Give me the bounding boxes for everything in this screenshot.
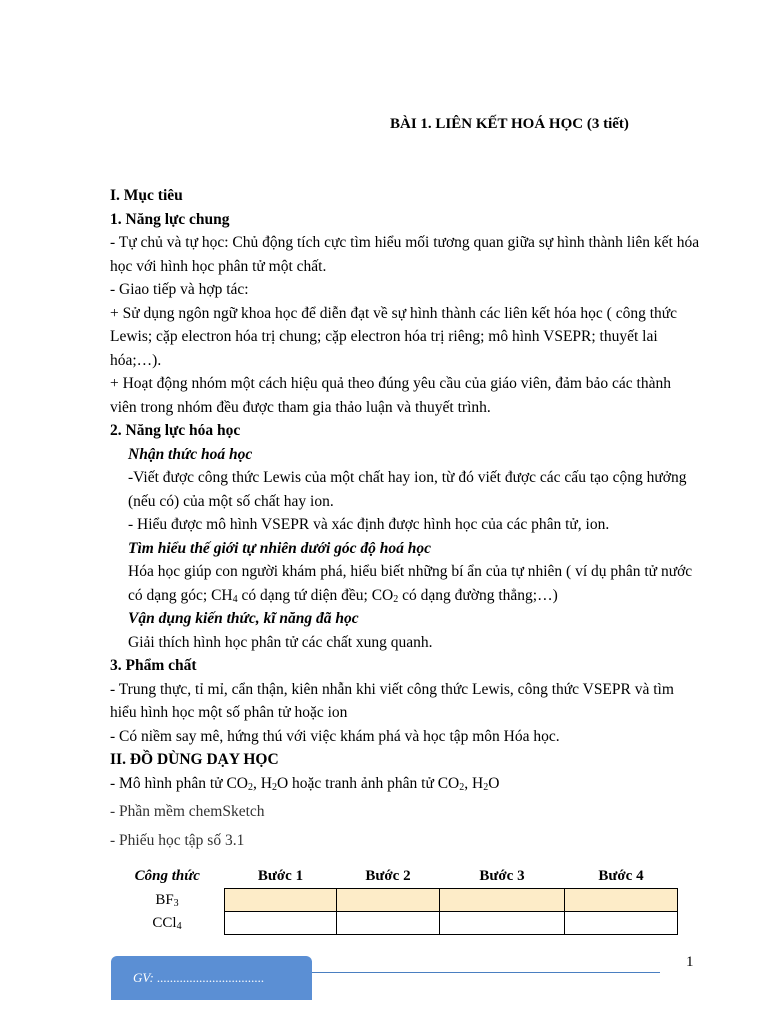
paragraph: - Có niềm say mê, hứng thú với việc khám phá và học tập môn Hóa học.: [110, 727, 560, 745]
worksheet-table: [110, 864, 678, 935]
table-row-label: $BF_3$: [155, 891, 179, 909]
paragraph: Giải thích hình học phân tử các chất xung quanh.: [128, 633, 433, 651]
teacher-footer-box: [111, 956, 312, 1000]
paragraph-with-formulas: Hóa học giúp con người khám phá, hiểu biết những bí ẩn của tự nhiên ( ví dụ phân tử nước có dạng góc; $CH_4$ có dạng tứ diện đều; $CO_2$ có dạng đường thẳng;…): [128, 563, 693, 605]
paragraph: + Sử dụng ngôn ngữ khoa học để diễn đạt về sự hình thành các liên kết hóa học ( công thức Lewis; cặp electron hóa trị chung; cặp electron hóa trị riêng; mô hình VSEPR; thuyết lai hóa;…).: [110, 304, 678, 369]
heading-nang-luc-hoa-hoc: 2. Năng lực hóa học: [110, 422, 241, 439]
table-cell[interactable]: [565, 889, 678, 912]
table-header: Bước 3: [479, 867, 525, 884]
paragraph: - Phần mềm chemSketch: [110, 803, 265, 820]
paragraph: - Trung thực, tỉ mỉ, cẩn thận, kiên nhẫn khi viết công thức Lewis, công thức VSEPR và tìm hiểu hình học một số phân tử hoặc ion: [110, 680, 674, 721]
table-row-label: CCl$_4$: [152, 914, 182, 932]
heading-muc-tieu: I. Mục tiêu: [110, 187, 183, 204]
paragraph: - Phiếu học tập số 3.1: [110, 831, 245, 849]
table-cell[interactable]: [225, 889, 337, 912]
table-cell[interactable]: [565, 912, 678, 935]
table-header: Bước 2: [365, 867, 411, 884]
subheading-van-dung: Vận dụng kiến thức, kĩ năng đã học: [128, 610, 359, 627]
table-header: Bước 1: [257, 867, 304, 884]
heading-pham-chat: 3. Phẩm chất: [110, 657, 197, 674]
paragraph: - Hiểu được mô hình VSEPR và xác định được hình học của các phân tử, ion.: [128, 516, 610, 533]
document-body: [110, 184, 700, 852]
footer-divider: [312, 972, 660, 973]
table-row: [110, 912, 678, 935]
table-cell[interactable]: [440, 912, 565, 935]
paragraph: -Viết được công thức Lewis của một chất hay ion, từ đó viết được các cấu tạo cộng hưởng (nếu có) của một số chất hay ion.: [128, 469, 687, 510]
page-number: 1: [686, 954, 694, 970]
heading-do-dung: II. ĐỒ DÙNG DẠY HỌC: [110, 751, 279, 768]
subheading-tim-hieu: Tìm hiểu thế giới tự nhiên dưới góc độ hoá học: [128, 539, 432, 557]
subheading-nhan-thuc: Nhận thức hoá học: [128, 445, 253, 463]
table-header: Công thức: [134, 867, 200, 884]
paragraph: + Hoạt động nhóm một cách hiệu quả theo đúng yêu cầu của giáo viên, đảm bảo các thành viên trong nhóm đều được tham gia thảo luận và thuyết trình.: [110, 375, 671, 416]
table-cell[interactable]: [440, 889, 565, 912]
heading-nang-luc-chung: 1. Năng lực chung: [110, 210, 230, 228]
document-title: BÀI 1. LIÊN KẾT HOÁ HỌC (3 tiết): [390, 116, 629, 132]
table-header: Bước 4: [598, 867, 644, 884]
table-cell[interactable]: [337, 889, 440, 912]
table-cell[interactable]: [337, 912, 440, 935]
teacher-label: GV: .................................: [133, 970, 265, 985]
paragraph-with-formulas: - Mô hình phân tử $CO_2$, $H_2O$ hoặc tranh ảnh phân tử $CO_2$, $H_2O$: [110, 774, 500, 793]
table-cell[interactable]: [225, 912, 337, 935]
table-row: [110, 889, 678, 912]
paragraph: - Giao tiếp và hợp tác:: [110, 281, 249, 298]
paragraph: - Tự chủ và tự học: Chủ động tích cực tìm hiểu mối tương quan giữa sự hình thành liên kết hóa học với hình học phân tử một chất.: [110, 234, 700, 275]
